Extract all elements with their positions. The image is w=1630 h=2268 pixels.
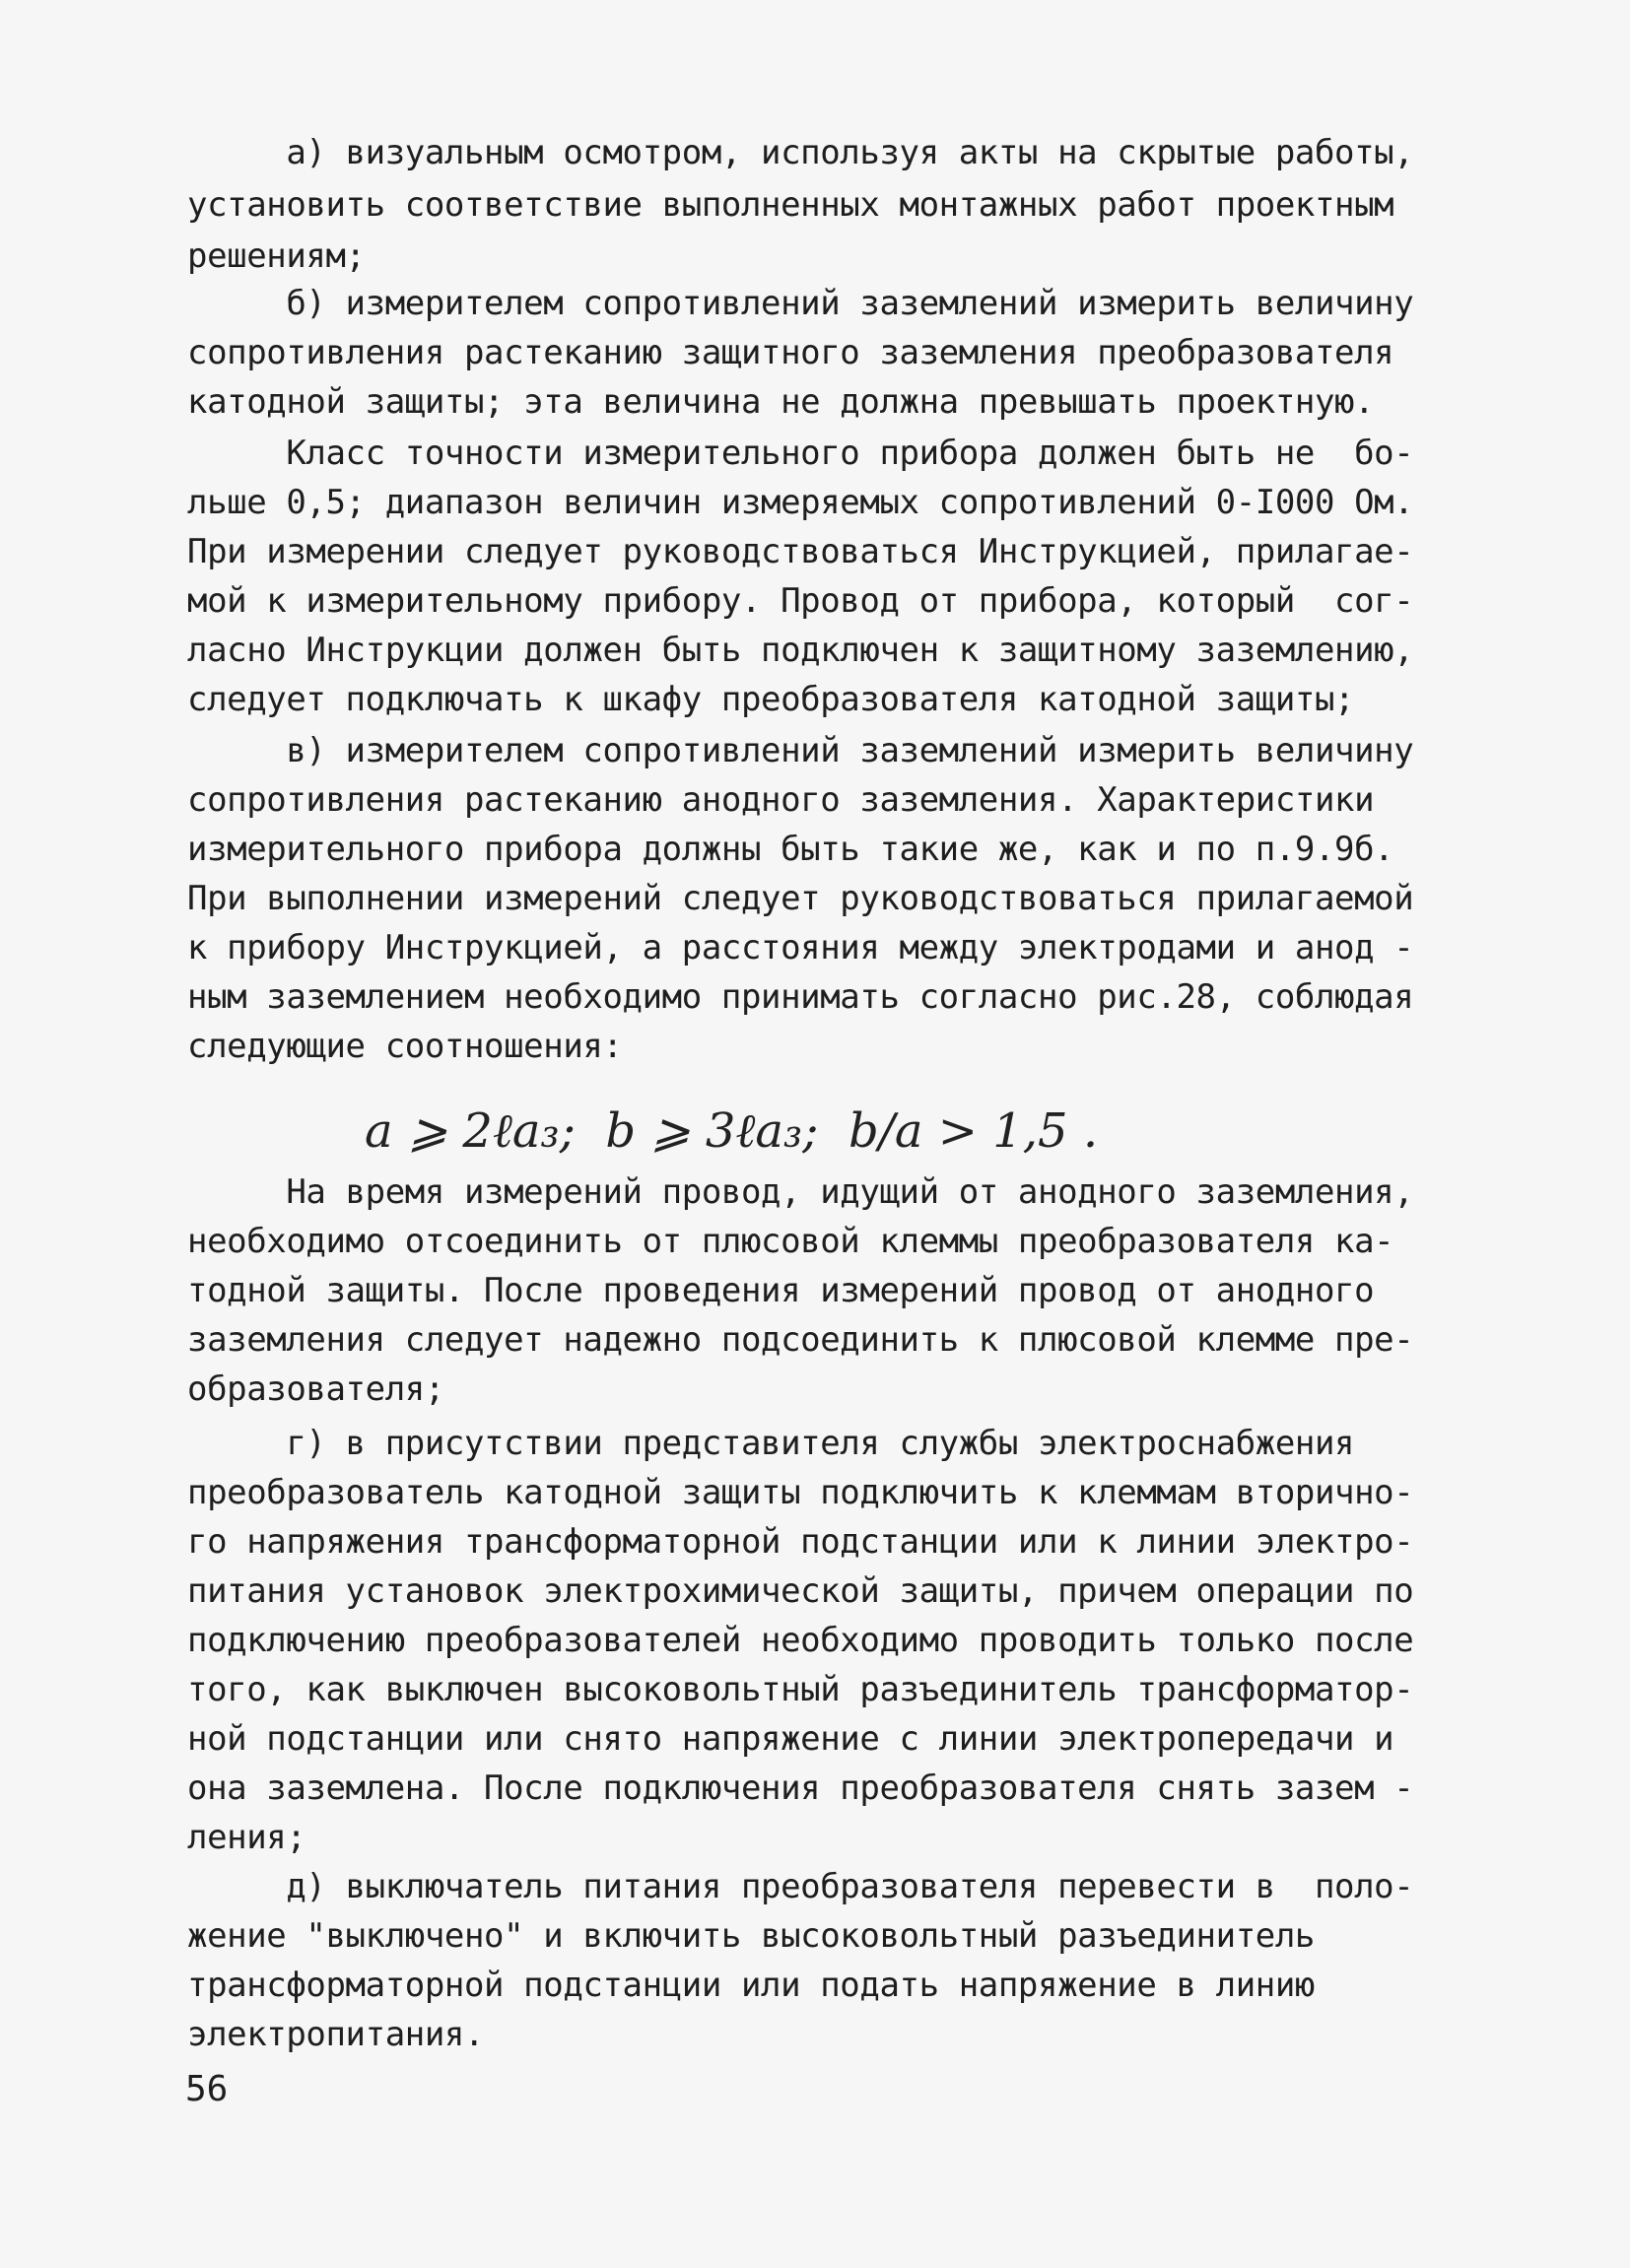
text-line: ласно Инструкции должен быть подключен к защитному заземлению, bbox=[187, 631, 1414, 670]
text-line: жение "выключено" и включить высоковольтный разъединитель bbox=[187, 1916, 1315, 1956]
formula: a ⩾ 2ℓa₃; b ⩾ 3ℓa₃; b/a > 1,5 . bbox=[365, 1103, 1099, 1159]
text-line: подключению преобразователей необходимо проводить только после bbox=[187, 1621, 1414, 1660]
text-line: Класс точности измерительного прибора должен быть не бо- bbox=[187, 434, 1414, 473]
text-line: г) в присутствии представителя службы электроснабжения bbox=[187, 1424, 1355, 1463]
text-line: тодной защиты. После проведения измерений провод от анодного bbox=[187, 1271, 1375, 1310]
text-line: льше 0,5; диапазон величин измеряемых сопротивлений 0-I000 Ом. bbox=[187, 483, 1414, 522]
text-line: следует подключать к шкафу преобразователя катодной защиты; bbox=[187, 680, 1355, 719]
text-line: питания установок электрохимической защиты, причем операции по bbox=[187, 1571, 1414, 1611]
text-line: решениям; bbox=[187, 236, 366, 276]
text-line: к прибору Инструкцией, а расстояния между электродами и анод - bbox=[187, 928, 1414, 967]
text-line: ным заземлением необходимо принимать согласно рис.28, соблюдая bbox=[187, 977, 1414, 1017]
text-line: заземления следует надежно подсоединить к плюсовой клемме пре- bbox=[187, 1320, 1414, 1360]
text-line: б) измерителем сопротивлений заземлений измерить величину bbox=[187, 284, 1414, 323]
text-line: д) выключатель питания преобразователя перевести в поло- bbox=[187, 1867, 1414, 1906]
text-line: ной подстанции или снято напряжение с линии электропередачи и bbox=[187, 1719, 1394, 1759]
text-line: того, как выключен высоковольтный разъединитель трансформатор- bbox=[187, 1670, 1414, 1709]
text-line: сопротивления растеканию защитного заземления преобразователя bbox=[187, 333, 1394, 372]
text-line: образователя; bbox=[187, 1369, 444, 1409]
text-line: трансформаторной подстанции или подать напряжение в линию bbox=[187, 1966, 1315, 2005]
text-line: установить соответствие выполненных монтажных работ проектным bbox=[187, 185, 1394, 225]
text-line: а) визуальным осмотром, используя акты на скрытые работы, bbox=[187, 133, 1414, 172]
text-line: преобразователь катодной защиты подключить к клеммам вторично- bbox=[187, 1473, 1414, 1512]
text-line: следующие соотношения: bbox=[187, 1027, 623, 1066]
text-line: При выполнении измерений следует руководствоваться прилагаемой bbox=[187, 879, 1414, 918]
text-line: электропитания. bbox=[187, 2015, 485, 2054]
page-number: 56 bbox=[185, 2069, 229, 2109]
text-line: При измерении следует руководствоваться Инструкцией, прилагае- bbox=[187, 532, 1414, 571]
text-line: ления; bbox=[187, 1818, 306, 1857]
text-line: необходимо отсоединить от плюсовой клеммы преобразователя ка- bbox=[187, 1222, 1394, 1261]
text-line: катодной защиты; эта величина не должна превышать проектную. bbox=[187, 382, 1375, 422]
text-line: сопротивления растеканию анодного заземления. Характеристики bbox=[187, 780, 1375, 820]
text-line: она заземлена. После подключения преобразователя снять зазем - bbox=[187, 1768, 1414, 1808]
text-line: На время измерений провод, идущий от анодного заземления, bbox=[187, 1172, 1414, 1212]
text-line: измерительного прибора должны быть такие же, как и по п.9.9б. bbox=[187, 830, 1394, 869]
text-line: мой к измерительному прибору. Провод от прибора, который сог- bbox=[187, 581, 1414, 621]
text-line: го напряжения трансформаторной подстанции или к линии электро- bbox=[187, 1522, 1414, 1562]
text-line: в) измерителем сопротивлений заземлений измерить величину bbox=[187, 731, 1414, 770]
